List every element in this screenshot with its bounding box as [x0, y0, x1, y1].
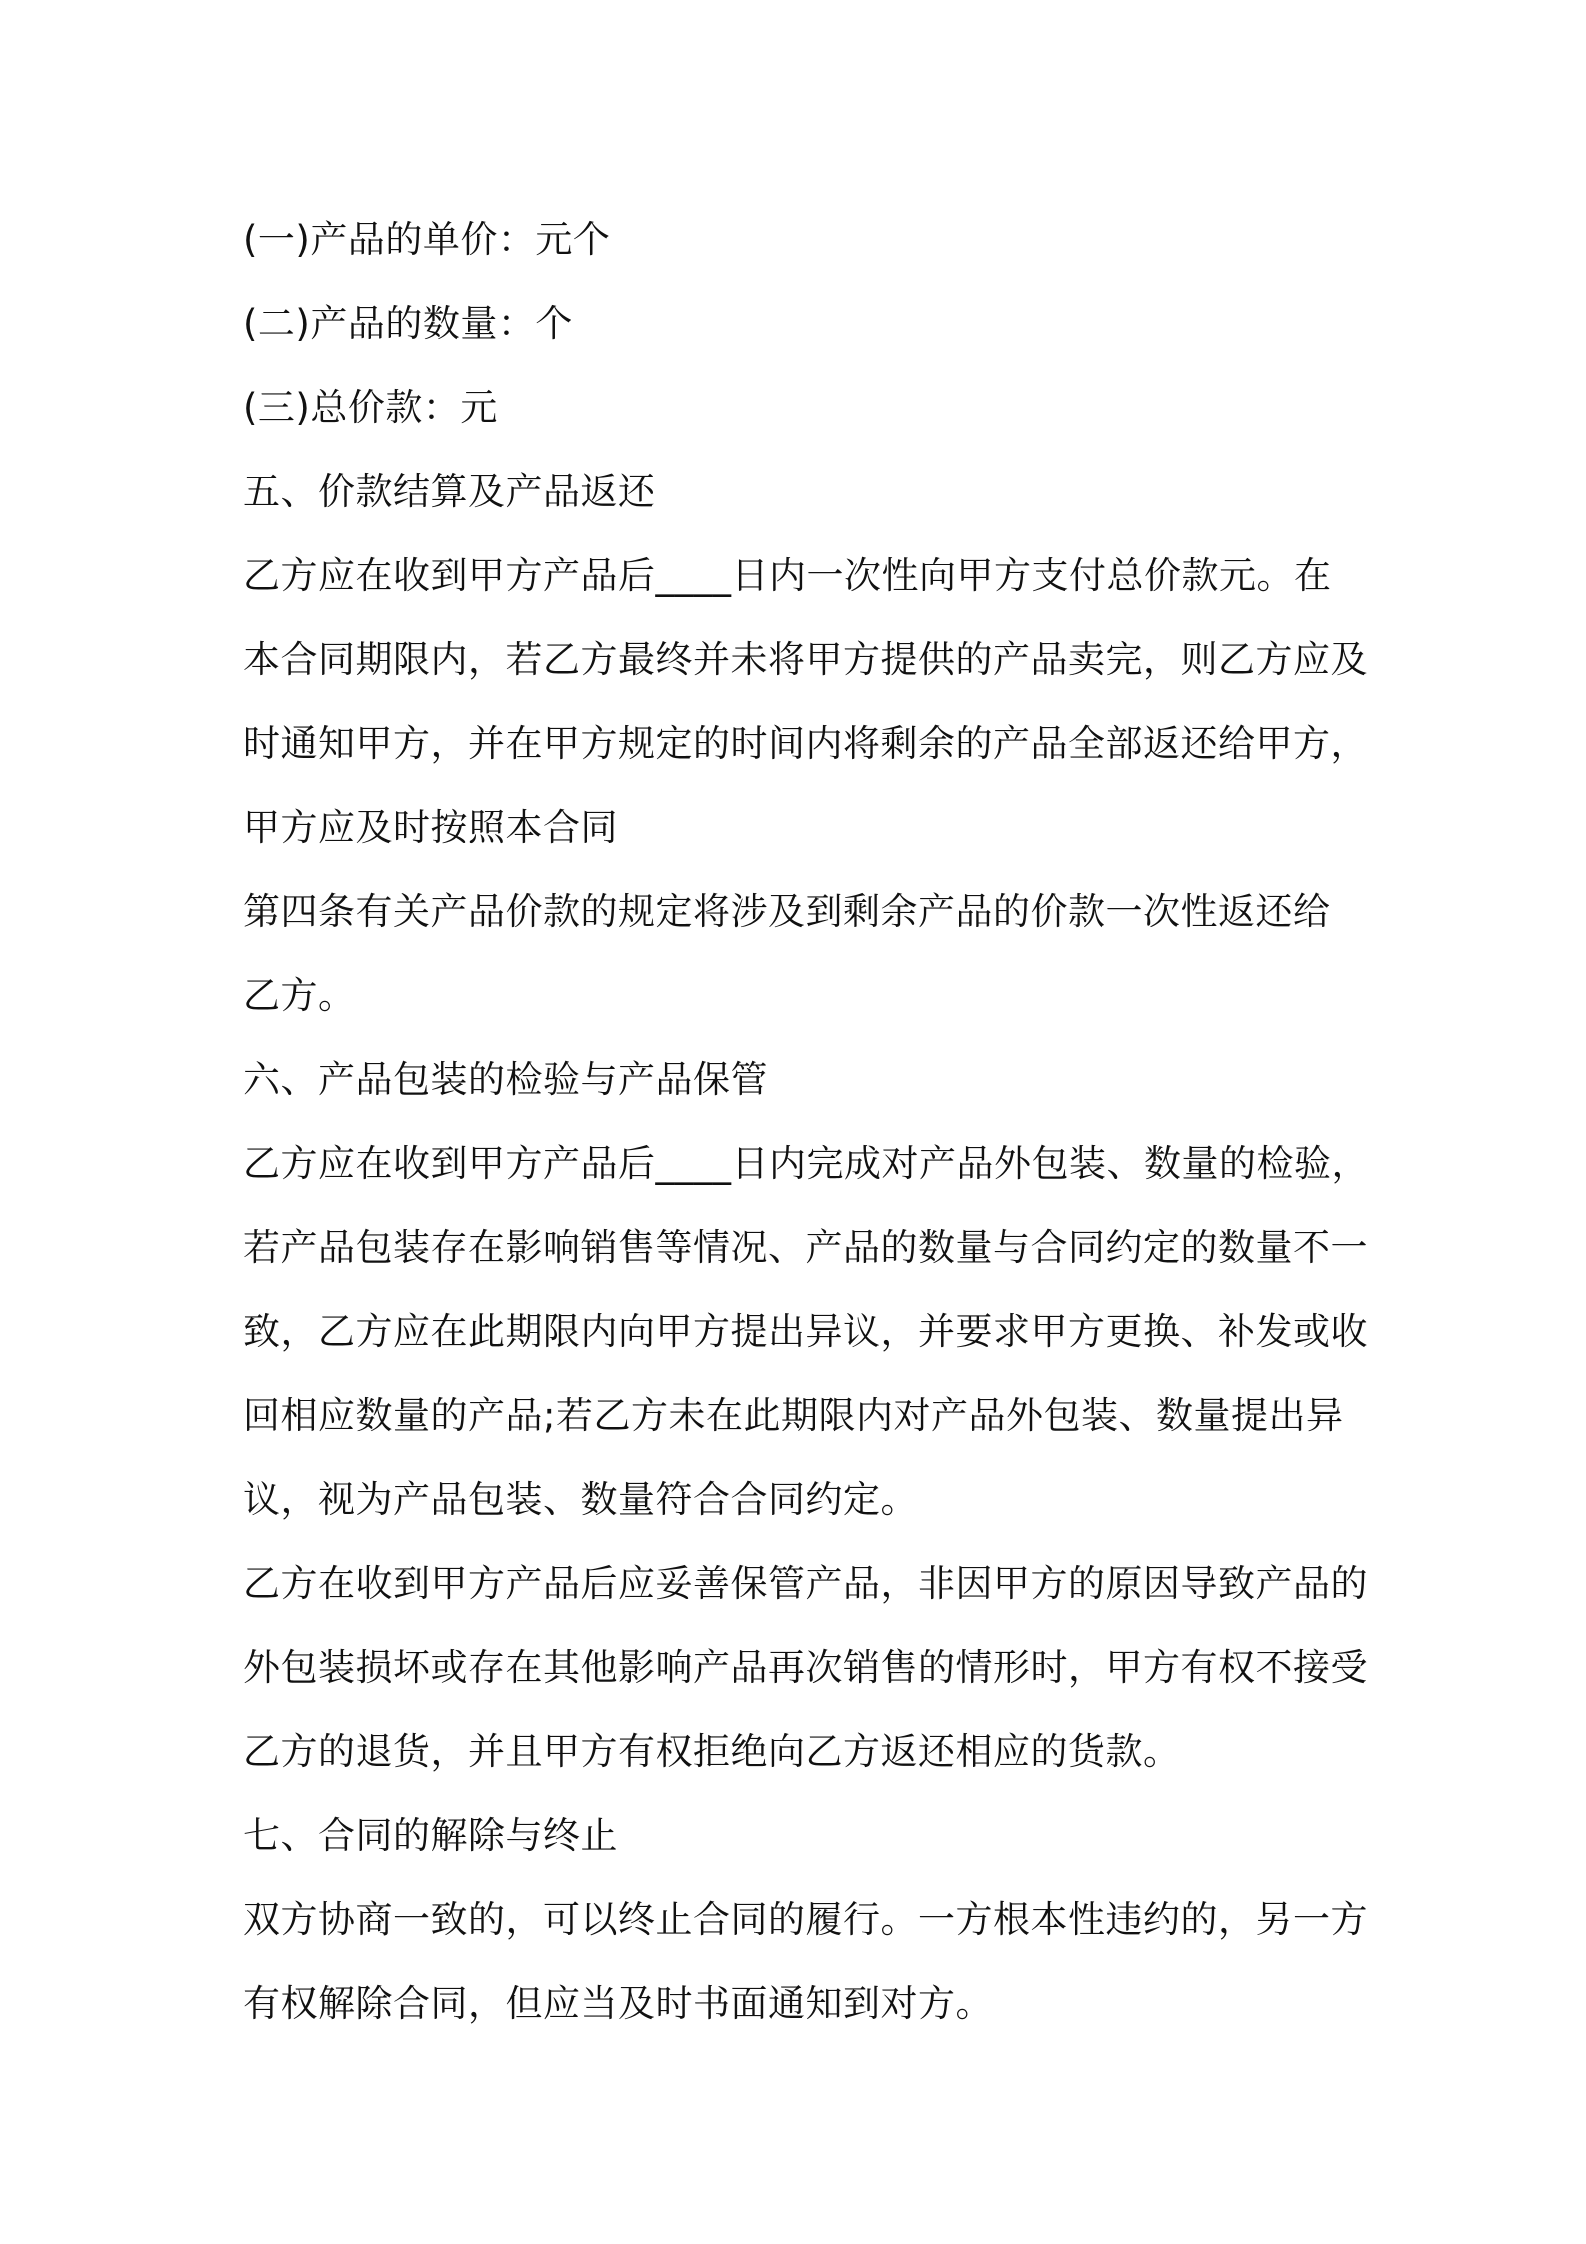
clause-quantity: (二)产品的数量：个	[243, 302, 573, 345]
paragraph-line: 有权解除合同，但应当及时书面通知到对方。	[243, 1982, 993, 2025]
paragraph-line: 致，乙方应在此期限内向甲方提出异议，并要求甲方更换、补发或收	[243, 1310, 1368, 1353]
paragraph-line: 乙方应在收到甲方产品后____日内一次性向甲方支付总价款元。在	[243, 554, 1332, 597]
paragraph-line: 乙方的退货，并且甲方有权拒绝向乙方返还相应的货款。	[243, 1730, 1181, 1773]
clause-total-price: (三)总价款：元	[243, 386, 498, 429]
paragraph-line: 甲方应及时按照本合同	[243, 806, 618, 849]
paragraph-line: 本合同期限内，若乙方最终并未将甲方提供的产品卖完，则乙方应及	[243, 638, 1368, 681]
paragraph-line: 第四条有关产品价款的规定将涉及到剩余产品的价款一次性返还给	[243, 890, 1331, 933]
paragraph-line: 议，视为产品包装、数量符合合同约定。	[243, 1478, 918, 1521]
section-heading-7: 七、合同的解除与终止	[243, 1814, 618, 1857]
paragraph-line: 若产品包装存在影响销售等情况、产品的数量与合同约定的数量不一	[243, 1226, 1368, 1269]
paragraph-line: 乙方应在收到甲方产品后____日内完成对产品外包装、数量的检验，	[243, 1142, 1369, 1185]
document-body	[243, 198, 1369, 2046]
section-heading-6: 六、产品包装的检验与产品保管	[243, 1058, 768, 1101]
paragraph-line: 回相应数量的产品;若乙方未在此期限内对产品外包装、数量提出异	[243, 1394, 1344, 1437]
clause-unit-price: (一)产品的单价：元个	[243, 218, 611, 261]
paragraph-line: 外包装损坏或存在其他影响产品再次销售的情形时，甲方有权不接受	[243, 1646, 1368, 1689]
paragraph-line: 双方协商一致的，可以终止合同的履行。一方根本性违约的，另一方	[243, 1898, 1368, 1941]
paragraph-line: 乙方在收到甲方产品后应妥善保管产品，非因甲方的原因导致产品的	[243, 1562, 1368, 1605]
section-heading-5: 五、价款结算及产品返还	[243, 470, 656, 513]
paragraph-line: 时通知甲方，并在甲方规定的时间内将剩余的产品全部返还给甲方，	[243, 722, 1368, 765]
paragraph-line: 乙方。	[243, 974, 356, 1017]
